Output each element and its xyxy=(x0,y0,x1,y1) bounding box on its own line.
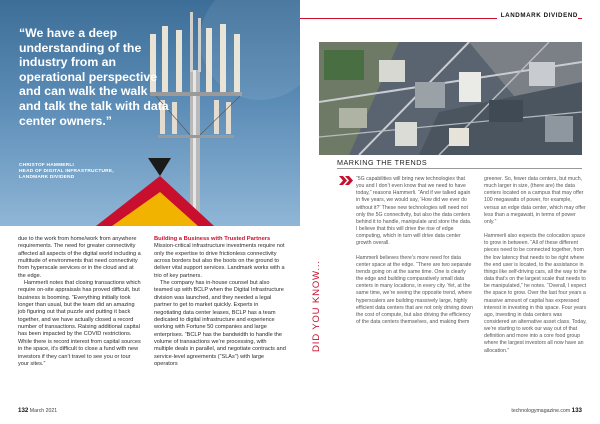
city-aerial-image xyxy=(319,42,582,155)
hero-photo xyxy=(0,0,300,226)
double-chevron-icon xyxy=(339,176,353,185)
aerial-city-photo xyxy=(319,42,582,155)
pull-quote: “We have a deep understanding of the industry from an operational perspective and can walk the walk and talk the talk with data center owners.” xyxy=(19,26,169,128)
col2-subhead: Building a Business with Trusted Partners xyxy=(154,236,271,242)
col2-paragraph-1: Mission-critical infrastructure investments require not only the expertise to drive frictionless connectivity across borders but also the boots on the ground to deliver vital support services. Landmark works with a trio of key partners. xyxy=(154,243,285,279)
website-url: technologymagazine.com xyxy=(511,408,571,414)
sidebar-column-1 xyxy=(356,176,474,326)
quote-credit-name: CHRISTOF HAMMERLI xyxy=(19,163,75,168)
col4-paragraph-2: Hammerli also expects the colocation space to grow in between. “All of these different pieces need to be connected together, from the low latency that needs to be right where the end user is located, to the assistance in things like self-driving cars, all the way to the data that’s on the largest scale that needs to be manipulated,” he notes. “Overall, I expect the space to grow. Over the last four years a massive amount of capital has expressed interest in investing in this space. Four years ago, investing in data centers was considered an alternative asset class. Today, we’re starting to work our way out of that definition and more into a core food group where the largest investors all now have an allocation.” xyxy=(484,233,587,354)
col3-paragraph-1: “5G capabilities will bring new technologies that you and I don’t even know that we need to have today,” reasons Hammerli. “And if we talked again in five years, we would say, ‘How did we ever do without it?’ These new technologies will need not only the 5G connectivity, but also the data centers behind it to handle, manipulate and store the data. I believe that this will drive the rise of edge computing, which in turn will drive data center growth overall. xyxy=(356,176,472,247)
right-folio xyxy=(511,407,582,414)
col1-paragraph-2: Hammerli notes that closing transactions which require on-site appraisals has proved difficult, but business is booming. “Everything initially took longer than usual, but the team did an amazing job figuring out that puzzle and putting it back together, and we have actually closed a record number of transactions. Raising additional capital has been impacted by the COVID restrictions. While there is record interest from capital sources in the space, it’s difficult to close a fund with new investors if they can’t travel to see you or tour your sites.” xyxy=(18,280,141,367)
vertical-label: DID YOU KNOW... xyxy=(311,260,322,352)
left-folio xyxy=(18,407,57,414)
col2-paragraph-2: The company has in-house counsel but also teamed up with BCLP when the Digital Infrastructure division was launched, and they needed a legal partner to get to market quickly. Experts in negotiating data center leases, BCLP has a team dedicated to digital infrastructure and experience working with Fortune 50 companies and large enterprises. “BCLP has the bandwidth to handle the volume of transactions we’re processing, with multiple deals in parallel, and negotiate contracts and service-level agreements (“SLAs”) with large operators xyxy=(154,280,286,367)
section-label: LANDMARK DIVIDEND xyxy=(497,12,578,19)
body-column-1 xyxy=(18,236,142,368)
col4-paragraph-1: greener. So, fewer data centers, but much, much larger in size, (there are) the data centers located on a campus that may offer 100 megawatts of power, for example, versus an edge data center, which may offer less than a megawatt, in terms of power only.” xyxy=(484,176,586,225)
sidebar-title-rule xyxy=(337,168,582,169)
issue-date: March 2021 xyxy=(29,408,58,414)
col3-paragraph-2: Hammerli believes there’s more need for data center space at the edge. “There are two separate trends going on at the same time. One is clearly the edge and building comparatively small data centers in many locations, in every city. Yet, at the same time, we’re seeing the opposite trend, where hyperscalers are building massively large, highly efficient data centers that are not only driving down the cost of compute, but also driving the efficiency of the data centers themselves, and making them xyxy=(356,254,473,325)
quote-credit-role: HEAD OF DIGITAL INFRASTRUCTURE, LANDMARK DIVIDEND xyxy=(19,169,114,180)
triangle-accent-graphic xyxy=(0,0,300,226)
body-column-2 xyxy=(154,236,286,368)
left-page-number: 132 xyxy=(18,407,29,414)
sidebar-title: MARKING THE TRENDS xyxy=(337,158,428,167)
sidebar-column-2 xyxy=(484,176,588,355)
col1-paragraph-1: due to the work from home/work from anywhere requirements. The need for greater connectivity affected all aspects of the digital world including a multitude of environments that need connectivity from hyperscale services or in the cloud and at the edge. xyxy=(18,236,141,279)
right-page-number: 133 xyxy=(571,407,582,414)
